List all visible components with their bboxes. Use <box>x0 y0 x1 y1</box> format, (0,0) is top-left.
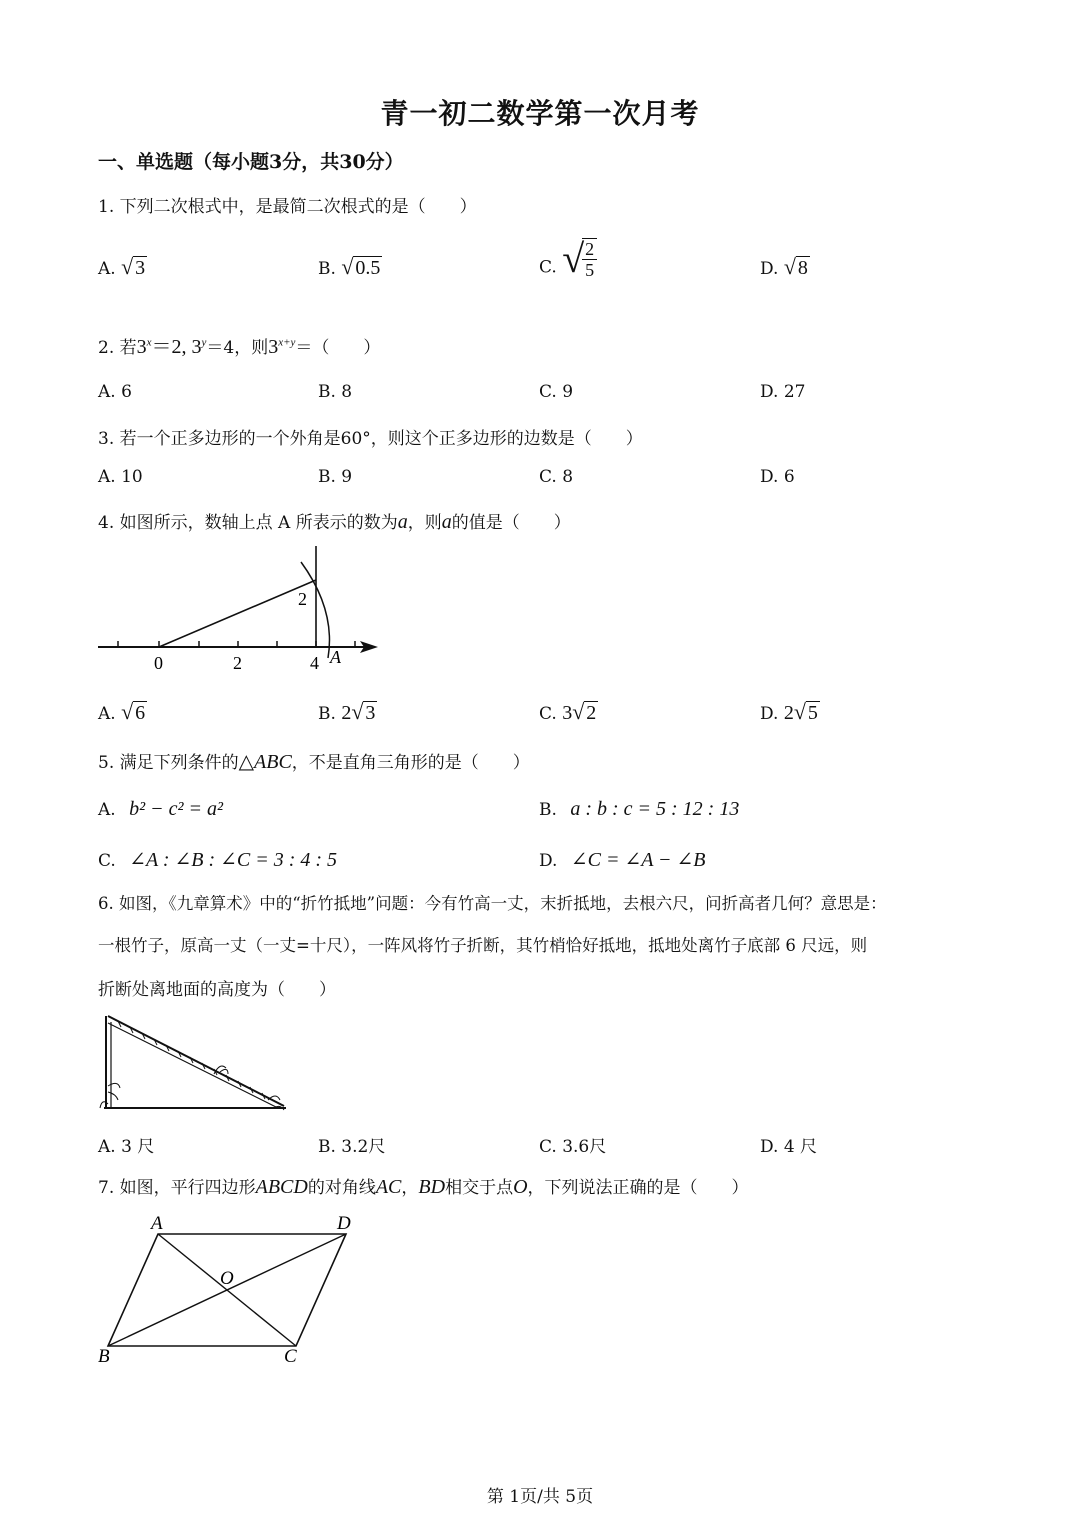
q2-text: 2. 若 <box>98 338 137 358</box>
section-heading: 一、单选题（每小题3分，共30分） <box>98 151 404 173</box>
question-1-stem: 1. 下列二次根式中，是最简二次根式的是（ ） <box>98 197 477 217</box>
option-formula: b² − c² = a² <box>129 798 223 820</box>
q6-option-a: A. 3 尺 <box>98 1137 155 1157</box>
coefficient: 2 <box>783 702 794 724</box>
q6-option-c: C. 3.6尺 <box>539 1137 607 1157</box>
q4-option-b <box>318 699 377 725</box>
q4-text: ，则 <box>407 513 442 533</box>
q7-text: 的对角线 <box>307 1178 376 1198</box>
radicand: 2 <box>586 702 597 724</box>
q2-option-a: A. 6 <box>98 382 132 402</box>
variable-a: a <box>441 511 452 533</box>
page-footer: 第 1页/共 5页 <box>486 1487 594 1507</box>
q4-text: 4. 如图所示，数轴上点 A 所表示的数为 <box>98 513 398 533</box>
q5-option-a <box>98 798 223 821</box>
broken-top-inner <box>108 1023 278 1108</box>
option-formula: a : b : c = 5 : 12 : 13 <box>570 798 740 820</box>
q4-option-d <box>760 699 820 725</box>
q4-option-c <box>539 699 598 725</box>
option-formula: ∠A : ∠B : ∠C = 3 : 4 : 5 <box>129 849 338 871</box>
page-title: 青一初二数学第一次月考 <box>380 97 700 130</box>
label-point-a: A <box>330 647 341 667</box>
label-2: 2 <box>233 653 242 673</box>
triangle-abc: △ABC <box>238 751 292 773</box>
base: 3 <box>136 336 147 358</box>
q5-option-c <box>98 847 337 872</box>
q2-text: ＝4，则 <box>206 338 269 358</box>
question-3-stem: 3. 若一个正多边形的一个外角是60°，则这个正多边形的边数是（ ） <box>98 429 643 449</box>
surd: √ 6 <box>121 699 146 724</box>
option-label: A. <box>98 800 116 820</box>
question-6-line-3: 折断处离地面的高度为（ ） <box>98 980 336 1000</box>
q1-option-a <box>98 254 147 280</box>
base: 3 <box>191 336 202 358</box>
point-o: O <box>513 1176 528 1198</box>
hypotenuse-segment <box>159 580 316 647</box>
diagonal-ac: AC <box>375 1176 402 1198</box>
center-o-label: O <box>220 1268 234 1289</box>
sqrt-expression: √ 0.5 <box>341 254 381 279</box>
q5-text: ，不是直角三角形的是（ ） <box>291 753 530 773</box>
label-0: 0 <box>154 653 163 673</box>
bamboo-figure <box>96 1012 296 1116</box>
option-label: D. <box>760 704 779 724</box>
question-6-line-2: 一根竹子，原高一丈（一丈=十尺），一阵风将竹子折断，其竹梢恰好抵地，抵地处离竹子底部 6 尺远，则 <box>98 936 868 955</box>
q5-option-d <box>539 847 706 872</box>
base: 3 <box>268 336 279 358</box>
q3-option-c: C. 8 <box>539 467 574 487</box>
option-label: B. <box>318 259 336 279</box>
q7-text: ，下列说法正确的是（ ） <box>527 1178 749 1198</box>
vertex-c-label: C <box>284 1346 297 1367</box>
q3-option-b: B. 9 <box>318 467 353 487</box>
option-formula: ∠C = ∠A − ∠B <box>570 849 706 871</box>
coefficient: 3 <box>562 702 573 724</box>
q1-option-d <box>760 254 810 280</box>
radicand: 0.5 <box>355 257 381 279</box>
variable-a: a <box>397 511 408 533</box>
exponent-y: y <box>201 336 207 349</box>
sqrt-expression: √ 3 <box>121 254 146 279</box>
q2-text: ＝（ ） <box>295 338 381 358</box>
diagonal-bd-line <box>108 1234 346 1346</box>
numerator: 2 <box>582 239 597 260</box>
question-7-stem <box>98 1173 749 1199</box>
q1-option-c <box>539 238 597 280</box>
vertex-a-label: A <box>151 1213 163 1234</box>
exponent-xy: x+y <box>278 336 296 349</box>
vertex-b-label: B <box>98 1346 110 1367</box>
q6-option-d: D. 4 尺 <box>760 1137 818 1157</box>
option-label: D. <box>760 259 779 279</box>
exponent-x: x <box>146 336 152 349</box>
question-4-stem <box>98 508 571 534</box>
q2-option-b: B. 8 <box>318 382 353 402</box>
option-label: B. <box>539 800 557 820</box>
q2-option-c: C. 9 <box>539 382 574 402</box>
label-4: 4 <box>310 653 319 673</box>
number-line-figure <box>96 540 386 675</box>
option-label: A. <box>98 259 116 279</box>
q2-math <box>268 336 295 358</box>
q2-option-d: D. 27 <box>760 382 806 402</box>
sqrt-expression: √ 8 <box>783 254 808 279</box>
label-height-2: 2 <box>298 589 307 609</box>
q4-option-a <box>98 699 147 725</box>
coefficient: 2 <box>341 702 352 724</box>
surd: 2√ 3 <box>341 699 376 724</box>
question-5-stem <box>98 748 530 774</box>
leaf-icon <box>108 1083 120 1100</box>
q3-option-d: D. 6 <box>760 467 795 487</box>
q3-option-a: A. 10 <box>98 467 143 487</box>
option-label: C. <box>98 851 116 871</box>
q7-text: 7. 如图，平行四边形 <box>98 1178 256 1198</box>
radicand: 3 <box>365 702 376 724</box>
q7-text: ， <box>401 1178 419 1198</box>
broken-top <box>108 1016 284 1106</box>
q7-text: 相交于点 <box>445 1178 514 1198</box>
vertex-d-label: D <box>337 1213 351 1234</box>
surd: 2√ 5 <box>783 699 818 724</box>
option-label: C. <box>539 257 557 278</box>
denominator: 5 <box>585 260 595 280</box>
q2-math <box>137 336 207 358</box>
parallelogram-abcd: ABCD <box>255 1176 308 1198</box>
question-6-line-1: 6. 如图，《九章算术》中的“折竹抵地”问题：今有竹高一丈，末折抵地，去根六尺，问折高者几何？意思是： <box>98 894 887 913</box>
radicand: 6 <box>135 702 146 724</box>
parallelogram-figure <box>94 1210 364 1370</box>
q5-option-b <box>539 798 739 821</box>
q2-text: ＝2, <box>151 336 192 358</box>
radicand: 5 <box>807 702 818 724</box>
q1-option-b <box>318 254 382 280</box>
option-label: D. <box>539 851 558 871</box>
radicand: 8 <box>797 257 808 279</box>
diagonal-bd: BD <box>418 1176 446 1198</box>
sqrt-fraction: √ $\frac{2}{5}$ <box>562 238 597 280</box>
option-label: B. <box>318 704 336 724</box>
question-2-stem <box>98 330 380 359</box>
option-label: A. <box>98 704 116 724</box>
radicand: 3 <box>135 257 146 279</box>
q4-text: 的值是（ ） <box>451 513 571 533</box>
surd: 3√ 2 <box>562 699 597 724</box>
option-label: C. <box>539 704 557 724</box>
q5-text: 5. 满足下列条件的 <box>98 753 239 773</box>
q6-option-b: B. 3.2尺 <box>318 1137 386 1157</box>
